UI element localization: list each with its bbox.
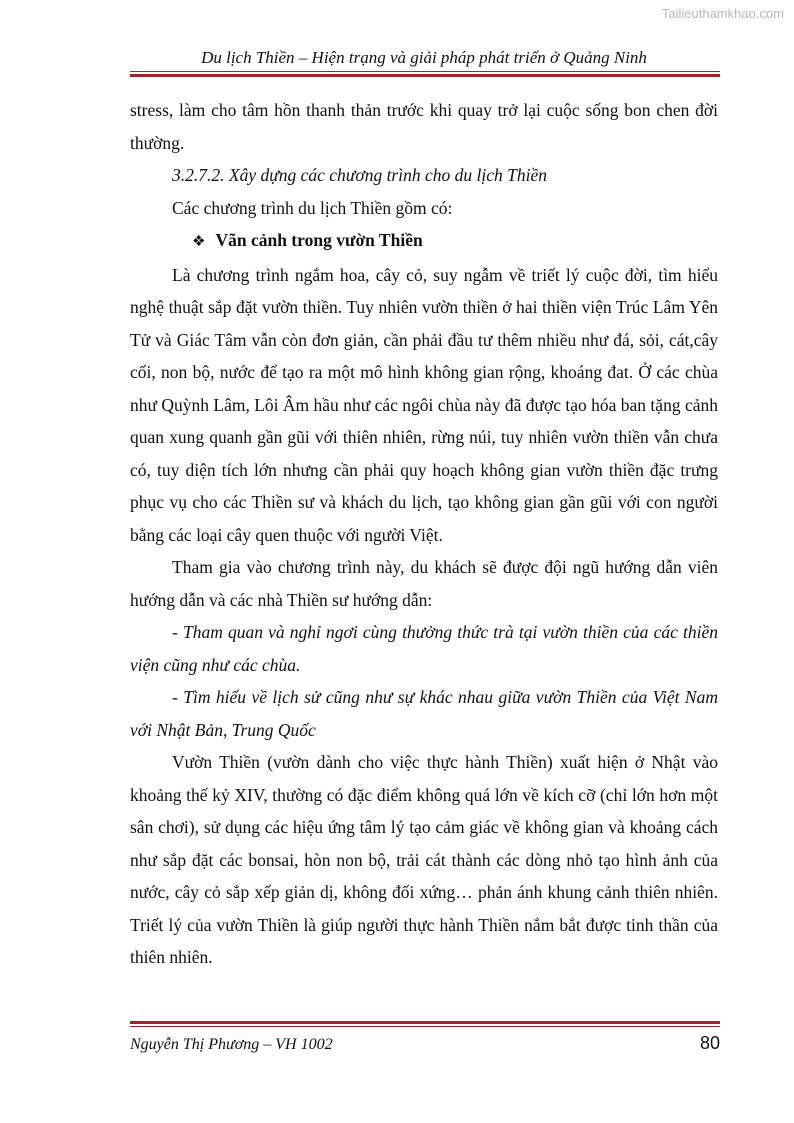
header-rule-thin	[130, 71, 720, 72]
footer-rule-thin	[130, 1026, 720, 1027]
page-body	[130, 94, 718, 974]
page-number: 80	[699, 1033, 720, 1053]
bullet-heading-text: Vãn cảnh trong vườn Thiền	[215, 230, 423, 250]
list-item-history: - Tìm hiểu về lịch sử cũng như sự khác nhau giữa vườn Thiền của Việt Nam với Nhật Bản, Trung Quốc	[130, 687, 718, 740]
paragraph-participation: Tham gia vào chương trình này, du khách sẽ được đội ngũ hướng dẫn viên hướng dẫn và các nhà Thiền sư hướng dẫn:	[130, 557, 718, 610]
section-heading: 3.2.7.2. Xây dựng các chương trình cho du lịch Thiền	[172, 165, 547, 185]
list-item-tour: - Tham quan và nghỉ ngơi cùng thưởng thức trà tại vườn thiền của các thiền viện cũng như các chùa.	[130, 622, 718, 675]
footer-author: Nguyễn Thị Phương – VH 1002	[130, 1036, 333, 1053]
diamond-bullet-icon: ❖	[192, 234, 206, 250]
page-footer	[130, 1033, 720, 1054]
running-header: Du lịch Thiền – Hiện trạng và giải pháp phát triển ở Quảng Ninh	[201, 48, 647, 67]
paragraph-zen-garden: Vườn Thiền (vườn dành cho việc thực hành Thiền) xuất hiện ở Nhật vào khoảng thế kỷ XIV, thường có đặc điểm không quá lớn về kích cỡ (chỉ lớn hơn một sân chơi), sử dụng các hiệu ứng tâm lý tạo cảm giác về không gian và khoảng cách như sắp đặt các bonsai, hòn non bộ, trải cát thành các dòng nhỏ tạo hình ảnh của nước, cây cỏ sắp xếp giản dị, không đối xứng… phản ánh khung cảnh thiên nhiên. Triết lý của vườn Thiền là giúp người thực hành Thiền nắm bắt được tinh thần của thiên nhiên.	[130, 752, 718, 967]
bullet-heading	[130, 224, 718, 259]
header-rule-thick	[130, 74, 720, 77]
footer-rule-thick	[130, 1021, 720, 1024]
watermark-text: Tailieuthamkhao.com	[661, 6, 784, 21]
paragraph-continuation: stress, làm cho tâm hồn thanh thản trước khi quay trở lại cuộc sống bon chen đời thường.	[130, 100, 718, 153]
paragraph-intro: Các chương trình du lịch Thiền gồm có:	[172, 197, 453, 218]
paragraph-description: Là chương trình ngắm hoa, cây cỏ, suy ngẫm về triết lý cuộc đời, tìm hiểu nghệ thuật sắp đặt vườn thiền. Tuy nhiên vườn thiền ở hai thiền viện Trúc Lâm Yên Tử và Giác Tâm vẫn còn đơn giản, cần phải đầu tư thêm nhiều như đá, sỏi, cát,cây cối, non bộ, nước để tạo ra một mô hình không gian rộng, khoáng đat. Ở các chùa như Quỳnh Lâm, Lôi Âm hầu như các ngôi chùa này đã được tạo hóa ban tặng cảnh quan xung quanh gần gũi với thiên nhiên, rừng núi, tuy nhiên vườn thiền vẫn chưa có, tuy diện tích lớn nhưng cần phải quy hoạch không gian vườn thiền đặc trưng phục vụ cho các Thiền sư và khách du lịch, tạo không gian gần gũi với con người bằng các loại cây quen thuộc với người Việt.	[130, 264, 718, 545]
